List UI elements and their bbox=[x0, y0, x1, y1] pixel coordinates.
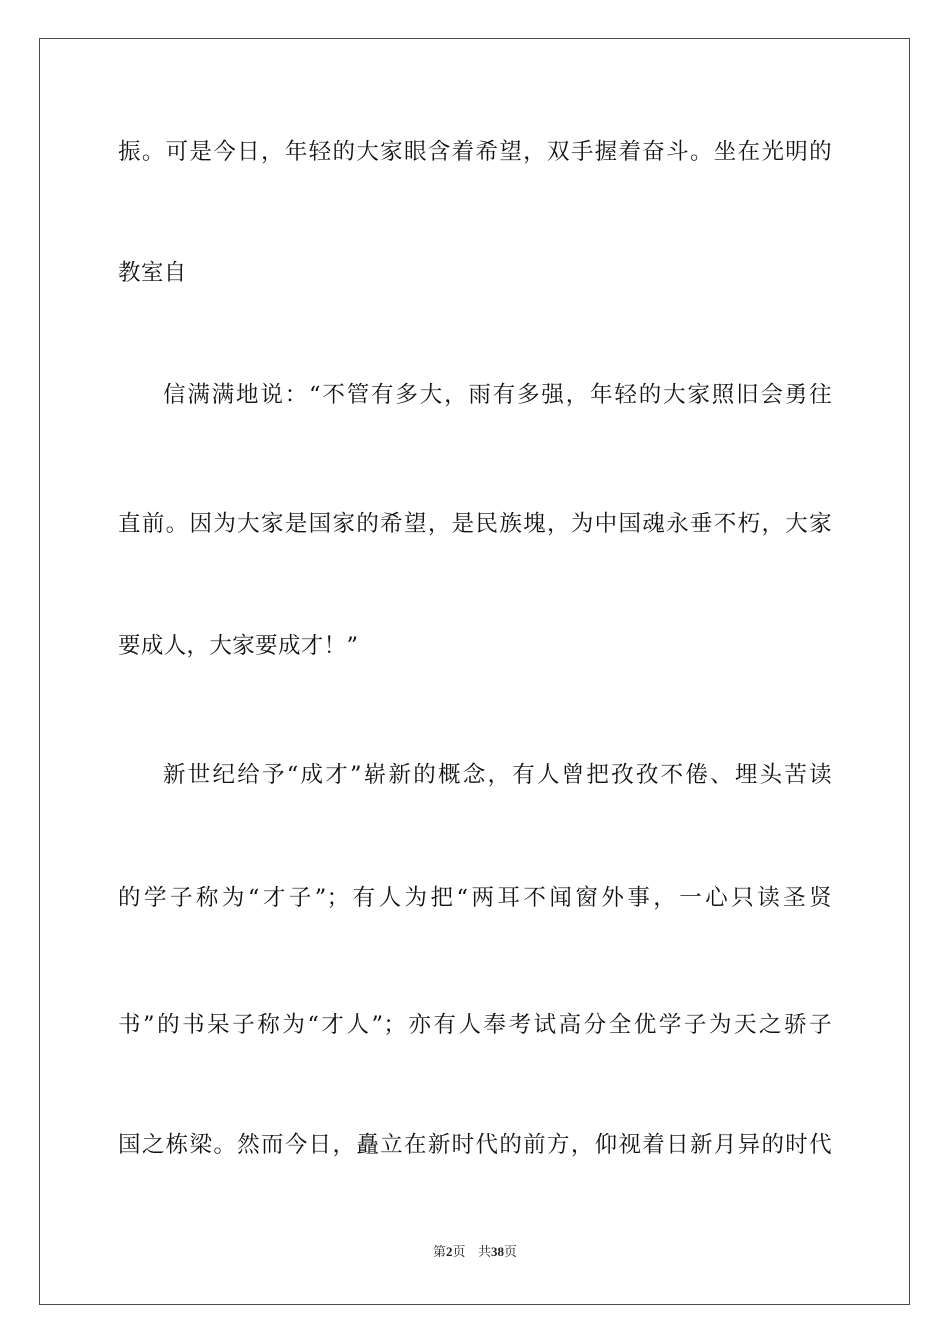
page-number: 2 bbox=[446, 1244, 453, 1259]
text-line-9: 国之栋梁。然而今日，矗立在新时代的前方，仰视着日新月异的时代 bbox=[118, 1132, 832, 1158]
total-suffix: 页 bbox=[503, 1245, 517, 1260]
page-border bbox=[39, 38, 910, 1305]
page-prefix: 第 bbox=[433, 1245, 447, 1260]
text-line-4: 直前。因为大家是国家的希望，是民族塊，为中国魂永垂不朽，大家 bbox=[118, 511, 832, 537]
page-suffix: 页 bbox=[452, 1245, 466, 1260]
text-line-7: 的学子称为“才子”；有人为把“两耳不闻窗外事，一心只读圣贤 bbox=[118, 885, 832, 911]
page-footer bbox=[0, 1243, 950, 1262]
total-pages: 38 bbox=[490, 1244, 504, 1259]
text-line-5: 要成人，大家要成才！” bbox=[118, 633, 359, 659]
text-line-8: 书”的书呆子称为“才人”；亦有人奉考试高分全优学子为天之骄子 bbox=[118, 1012, 832, 1038]
total-prefix: 共 bbox=[477, 1245, 491, 1260]
text-line-6: 新世纪给予“成才”崭新的概念，有人曾把孜孜不倦、埋头苦读 bbox=[163, 762, 832, 788]
text-line-1: 振。可是今日，年轻的大家眼含着希望，双手握着奋斗。坐在光明的 bbox=[118, 139, 832, 165]
text-line-3: 信满满地说：“不管有多大，雨有多强，年轻的大家照旧会勇往 bbox=[163, 382, 832, 408]
text-line-2: 教室自 bbox=[118, 260, 187, 286]
